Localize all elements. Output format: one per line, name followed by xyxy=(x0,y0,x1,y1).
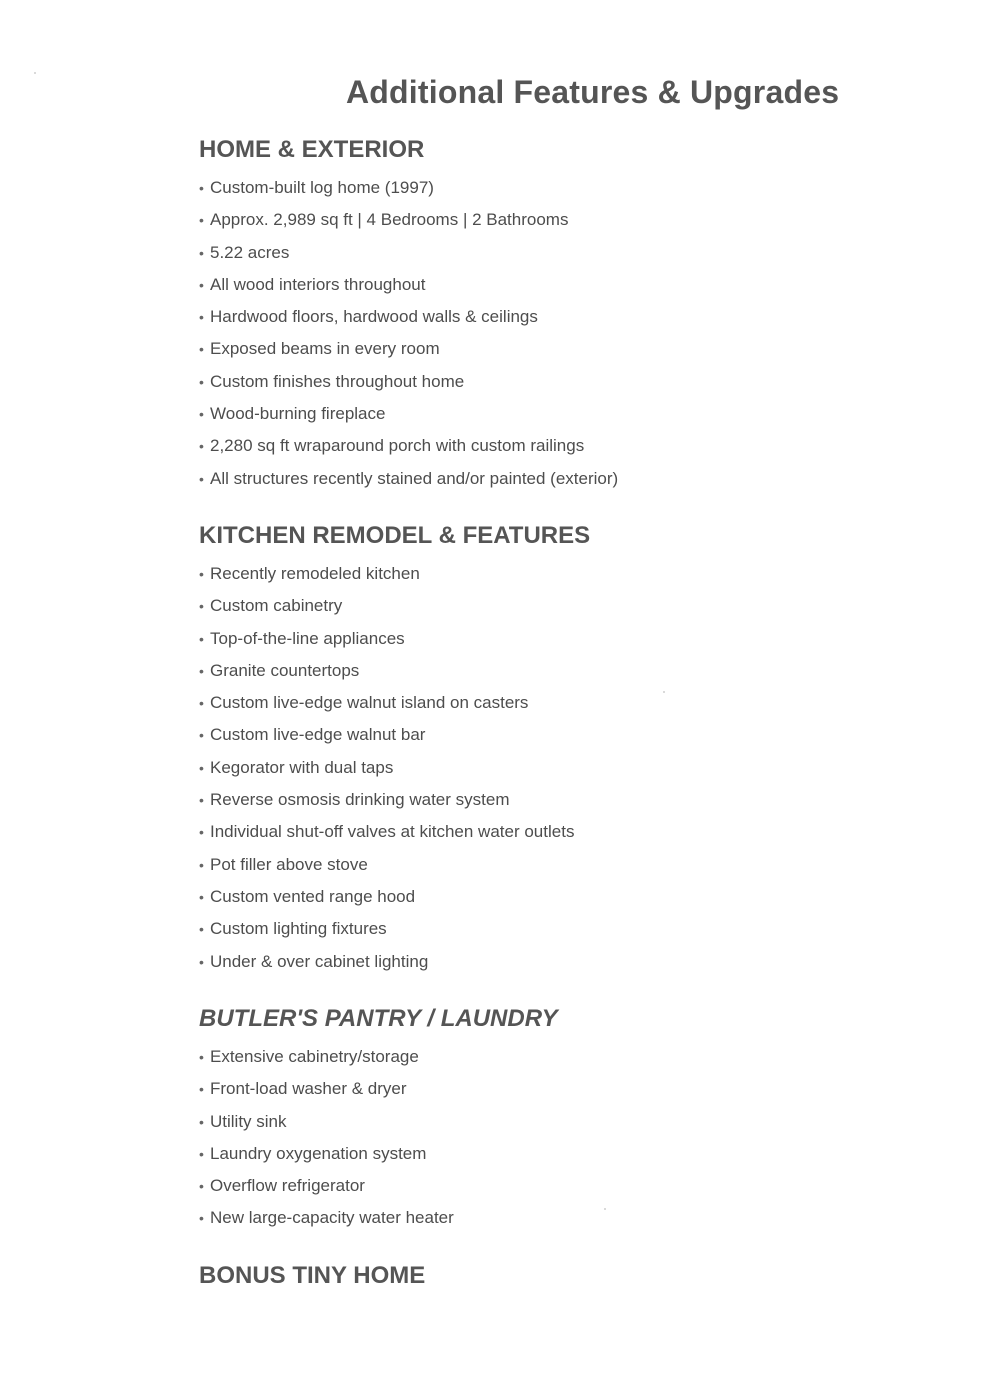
bullet-icon: • xyxy=(199,1113,204,1130)
list-item xyxy=(199,1170,558,1202)
section-heading-pantry-laundry: BUTLER'S PANTRY / LAUNDRY xyxy=(199,1005,558,1032)
list-item-text: Custom cabinetry xyxy=(210,596,343,616)
list-item-text: Exposed beams in every room xyxy=(210,339,440,359)
list-item-text: Approx. 2,989 sq ft | 4 Bedrooms | 2 Bathrooms xyxy=(210,210,569,230)
list-item xyxy=(199,784,590,816)
list-item xyxy=(199,237,618,269)
list-item-text: Overflow refrigerator xyxy=(210,1176,365,1196)
list-item xyxy=(199,752,590,784)
section-heading-tiny-home: BONUS TINY HOME xyxy=(199,1262,426,1289)
section-kitchen xyxy=(199,520,590,978)
section-home-exterior xyxy=(199,134,618,495)
feature-list xyxy=(199,1041,558,1235)
section-heading-kitchen: KITCHEN REMODEL & FEATURES xyxy=(199,522,591,549)
bullet-icon: • xyxy=(199,824,204,841)
list-item-text: Granite countertops xyxy=(210,660,360,680)
bullet-icon: • xyxy=(199,630,204,647)
list-item-text: Kegorator with dual taps xyxy=(210,757,394,777)
list-item-text: Reverse osmosis drinking water system xyxy=(210,790,510,810)
bullet-icon: • xyxy=(199,1049,204,1065)
list-item xyxy=(199,1073,558,1105)
bullet-icon: • xyxy=(199,953,204,970)
bullet-icon: • xyxy=(199,438,204,455)
list-item-text: Custom live-edge walnut bar xyxy=(210,725,426,745)
bullet-icon: • xyxy=(199,921,204,938)
list-item-text: Recently remodeled kitchen xyxy=(210,564,420,583)
list-item xyxy=(199,558,590,590)
bullet-icon: • xyxy=(199,244,204,261)
list-item xyxy=(199,1106,558,1138)
bullet-icon: • xyxy=(199,373,204,390)
list-item-text: Extensive cabinetry/storage xyxy=(210,1047,419,1066)
list-item xyxy=(199,913,590,945)
list-item-text: Under & over cabinet lighting xyxy=(210,951,429,971)
scan-speck xyxy=(604,1208,606,1210)
bullet-icon: • xyxy=(199,759,204,776)
list-item-text: Top-of-the-line appliances xyxy=(210,628,405,648)
bullet-icon: • xyxy=(199,888,204,905)
bullet-icon: • xyxy=(199,856,204,873)
bullet-icon: • xyxy=(199,566,204,582)
list-item xyxy=(199,590,590,622)
bullet-icon: • xyxy=(199,1081,204,1098)
list-item xyxy=(199,301,618,333)
list-item xyxy=(199,398,618,430)
list-item xyxy=(199,463,618,495)
list-item-text: 2,280 sq ft wraparound porch with custom railings xyxy=(210,436,585,456)
list-item-text: Custom vented range hood xyxy=(210,886,416,906)
list-item-text: Front-load washer & dryer xyxy=(210,1079,407,1099)
list-item xyxy=(199,881,590,913)
bullet-icon: • xyxy=(199,470,204,487)
section-tiny-home xyxy=(199,1260,425,1298)
list-item-text: Custom finishes throughout home xyxy=(210,371,465,391)
list-item xyxy=(199,333,618,365)
list-item xyxy=(199,1138,558,1170)
list-item xyxy=(199,1041,558,1073)
list-item-text: Pot filler above stove xyxy=(210,854,368,874)
list-item xyxy=(199,816,590,848)
scan-speck xyxy=(34,72,36,74)
bullet-icon: • xyxy=(199,792,204,809)
list-item xyxy=(199,1202,558,1234)
feature-list xyxy=(199,172,618,495)
scan-speck xyxy=(663,691,665,693)
list-item-text: Laundry oxygenation system xyxy=(210,1143,427,1163)
list-item-text: Custom lighting fixtures xyxy=(210,919,387,939)
list-item-text: Custom-built log home (1997) xyxy=(210,178,434,197)
list-item-text: New large-capacity water heater xyxy=(210,1208,454,1228)
list-item xyxy=(199,655,590,687)
list-item xyxy=(199,849,590,881)
feature-list xyxy=(199,558,590,978)
list-item xyxy=(199,719,590,751)
bullet-icon: • xyxy=(199,1145,204,1162)
bullet-icon: • xyxy=(199,1210,204,1227)
list-item-text: All structures recently stained and/or painted (exterior) xyxy=(210,468,619,488)
list-item xyxy=(199,623,590,655)
list-item-text: Hardwood floors, hardwood walls & ceilings xyxy=(210,307,538,327)
list-item-text: 5.22 acres xyxy=(210,242,290,262)
bullet-icon: • xyxy=(199,598,204,615)
bullet-icon: • xyxy=(199,727,204,744)
bullet-icon: • xyxy=(199,695,204,712)
bullet-icon: • xyxy=(199,276,204,293)
bullet-icon: • xyxy=(199,1178,204,1195)
list-item xyxy=(199,687,590,719)
list-item-text: Utility sink xyxy=(210,1111,287,1131)
bullet-icon: • xyxy=(199,662,204,679)
section-pantry-laundry xyxy=(199,1003,558,1235)
bullet-icon: • xyxy=(199,341,204,358)
list-item xyxy=(199,269,618,301)
list-item-text: Wood-burning fireplace xyxy=(210,404,386,424)
list-item-text: Custom live-edge walnut island on casters xyxy=(210,693,529,713)
list-item xyxy=(199,946,590,978)
list-item xyxy=(199,204,618,236)
section-heading-home-exterior: HOME & EXTERIOR xyxy=(199,136,425,163)
list-item xyxy=(199,172,618,204)
page-title: Additional Features & Upgrades xyxy=(346,74,840,110)
list-item-text: Individual shut-off valves at kitchen water outlets xyxy=(210,822,575,842)
list-item xyxy=(199,430,618,462)
bullet-icon: • xyxy=(199,309,204,326)
list-item xyxy=(199,366,618,398)
bullet-icon: • xyxy=(199,406,204,423)
list-item-text: All wood interiors throughout xyxy=(210,274,426,294)
bullet-icon: • xyxy=(199,180,204,196)
bullet-icon: • xyxy=(199,212,204,229)
